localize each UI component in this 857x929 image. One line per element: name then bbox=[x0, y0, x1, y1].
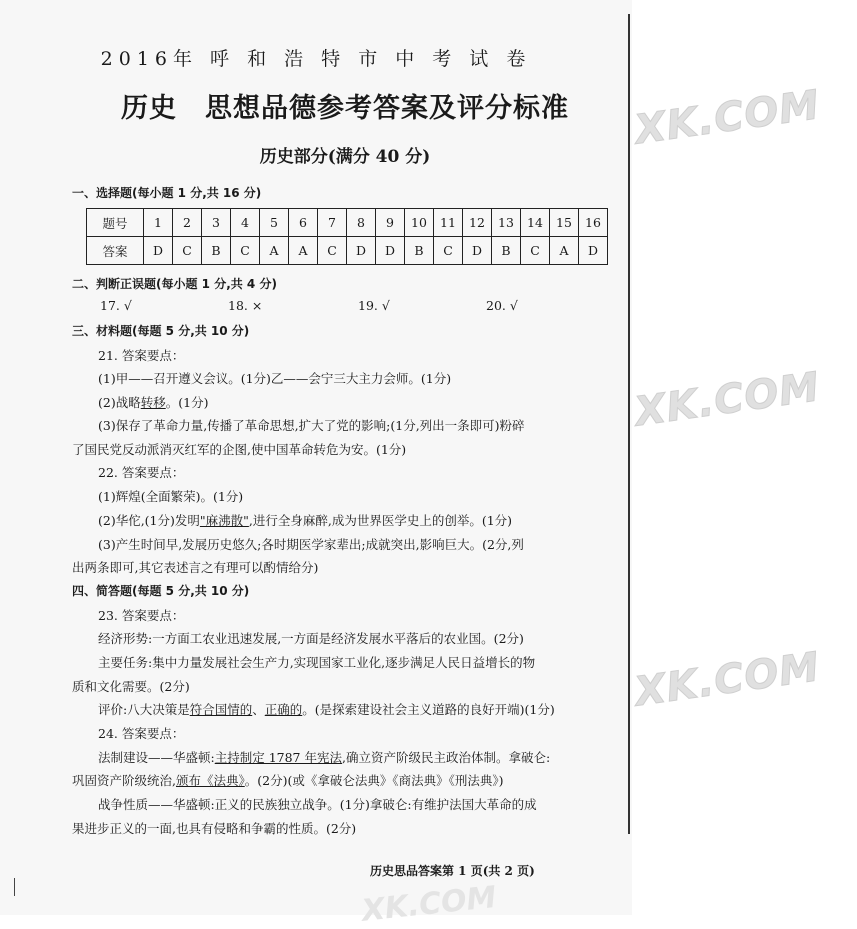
page-footer: 历史思品答案第 1 页(共 2 页) bbox=[370, 864, 535, 878]
section2-heading: 二、判断正误题(每小题 1 分,共 4 分) bbox=[72, 277, 277, 291]
question-number: 14 bbox=[521, 209, 550, 237]
q24-war-cont: 果进步正义的一面,也具有侵略和争霸的性质。(2分) bbox=[72, 821, 357, 836]
answer-table bbox=[86, 208, 608, 265]
q21-p2-score: 。(1分) bbox=[165, 395, 209, 410]
q24-war: 战争性质——华盛顿:正义的民族独立战争。(1分)拿破仑:有维护法国大革命的成 bbox=[98, 797, 537, 812]
answer-cell: A bbox=[289, 237, 318, 265]
q24-law-cont bbox=[72, 771, 503, 789]
table-row-numbers bbox=[87, 209, 608, 237]
q23-evaluation bbox=[98, 700, 555, 718]
q23-economy: 经济形势:一方面工农业迅速发展,一方面是经济发展水平落后的农业国。(2分) bbox=[98, 631, 524, 646]
question-number: 6 bbox=[289, 209, 318, 237]
document-title: 历史 思想品德参考答案及评分标准 bbox=[121, 93, 569, 124]
question-number: 9 bbox=[376, 209, 405, 237]
q24-law-text: 法制建设——华盛顿: bbox=[98, 750, 215, 765]
q21-point-1: (1)甲——召开遵义会议。(1分)乙——会宁三大主力会师。(1分) bbox=[98, 371, 452, 386]
q23-eval-text: 评价:八大决策是 bbox=[98, 702, 190, 717]
watermark-lower: XK.COM bbox=[632, 644, 823, 716]
answer-cell: C bbox=[434, 237, 463, 265]
q23-eval-keyword-2: 正确的 bbox=[264, 702, 303, 717]
q24-law2-rest: 。(2分)(或《拿破仑法典》《商法典》《刑法典》) bbox=[244, 773, 504, 788]
question-number: 2 bbox=[173, 209, 202, 237]
q22-label: 22. 答案要点： bbox=[98, 465, 185, 480]
q22-point-2 bbox=[98, 511, 512, 529]
q22-p2-text: (2)华佗,(1分)发明 bbox=[98, 513, 200, 528]
q23-task-cont: 质和文化需要。(2分) bbox=[72, 679, 190, 694]
q23-eval-rest: 。(是探索建设社会主义道路的良好开端)(1分) bbox=[302, 702, 555, 717]
judge-answer-19: 19. √ bbox=[358, 298, 390, 313]
question-number: 5 bbox=[260, 209, 289, 237]
q23-label: 23. 答案要点： bbox=[98, 608, 185, 623]
section4-heading: 四、简答题(每题 5 分,共 10 分) bbox=[72, 584, 250, 598]
q21-point-3: (3)保存了革命力量,传播了革命思想,扩大了党的影响;(1分,列出一条即可)粉碎 bbox=[98, 418, 525, 433]
answer-cell: D bbox=[463, 237, 492, 265]
answer-cell: C bbox=[173, 237, 202, 265]
q22-p2-keyword: "麻沸散" bbox=[199, 513, 249, 528]
q23-task: 主要任务:集中力量发展社会生产力,实现国家工业化,逐步满足人民日益增长的物 bbox=[98, 655, 536, 670]
answer-cell: D bbox=[347, 237, 376, 265]
q24-law2-text: 巩固资产阶级统治, bbox=[72, 773, 176, 788]
question-number: 13 bbox=[492, 209, 521, 237]
q24-law bbox=[98, 748, 550, 766]
section3-heading: 三、材料题(每题 5 分,共 10 分) bbox=[72, 324, 250, 338]
answer-cell: B bbox=[492, 237, 521, 265]
q24-label: 24. 答案要点： bbox=[98, 726, 185, 741]
q22-point-3-cont: 出两条即可,其它表述言之有理可以酌情给分) bbox=[72, 560, 319, 575]
q23-eval-keyword-1: 符合国情的 bbox=[189, 702, 253, 717]
judge-answer-20: 20. √ bbox=[486, 298, 518, 313]
question-number: 3 bbox=[202, 209, 231, 237]
table-row-answers bbox=[87, 237, 608, 265]
q21-p2-text: (2)战略 bbox=[98, 395, 141, 410]
answer-cell: C bbox=[521, 237, 550, 265]
q22-p2-rest: ,进行全身麻醉,成为世界医学史上的创举。(1分) bbox=[248, 513, 513, 528]
question-number: 4 bbox=[231, 209, 260, 237]
watermark-middle: XK.COM bbox=[632, 364, 823, 436]
answer-cell: D bbox=[579, 237, 608, 265]
q21-point-2 bbox=[98, 393, 208, 411]
answer-cell: B bbox=[405, 237, 434, 265]
q24-law-rest: ,确立资产阶级民主政治体制。拿破仑: bbox=[341, 750, 551, 765]
answer-cell: A bbox=[260, 237, 289, 265]
q23-eval-sep: 、 bbox=[252, 702, 265, 717]
answer-cell: D bbox=[376, 237, 405, 265]
exam-title: 2016年 呼 和 浩 特 市 中 考 试 卷 bbox=[100, 48, 532, 70]
answer-cell: C bbox=[231, 237, 260, 265]
margin-mark bbox=[14, 878, 15, 896]
page-edge-line bbox=[628, 14, 630, 834]
question-number: 16 bbox=[579, 209, 608, 237]
q21-point-3-cont: 了国民党反动派消灭红军的企图,使中国革命转危为安。(1分) bbox=[72, 442, 407, 457]
watermark-bottom: XK.COM bbox=[360, 879, 499, 929]
answer-cell: C bbox=[318, 237, 347, 265]
watermark-top: XK.COM bbox=[632, 82, 823, 154]
question-number: 8 bbox=[347, 209, 376, 237]
judge-answer-18: 18. × bbox=[228, 298, 263, 313]
question-number: 12 bbox=[463, 209, 492, 237]
question-number: 11 bbox=[434, 209, 463, 237]
q21-label: 21. 答案要点： bbox=[98, 348, 185, 363]
answer-cell: D bbox=[144, 237, 173, 265]
q24-law-keyword: 主持制定 1787 年宪法 bbox=[214, 750, 342, 765]
q24-law2-keyword: 颁布《法典》 bbox=[175, 773, 245, 788]
section-title: 历史部分(满分 40 分) bbox=[259, 147, 431, 167]
q21-p2-keyword: 转移 bbox=[140, 395, 166, 410]
row-label-number: 题号 bbox=[87, 209, 144, 237]
question-number: 10 bbox=[405, 209, 434, 237]
section1-heading: 一、选择题(每小题 1 分,共 16 分) bbox=[72, 186, 262, 200]
answer-cell: A bbox=[550, 237, 579, 265]
row-label-answer: 答案 bbox=[87, 237, 144, 265]
judge-answer-17: 17. √ bbox=[100, 298, 132, 313]
q22-point-3: (3)产生时间早,发展历史悠久;各时期医学家辈出;成就突出,影响巨大。(2分,列 bbox=[98, 537, 524, 552]
question-number: 1 bbox=[144, 209, 173, 237]
question-number: 15 bbox=[550, 209, 579, 237]
answer-cell: B bbox=[202, 237, 231, 265]
question-number: 7 bbox=[318, 209, 347, 237]
q22-point-1: (1)辉煌(全面繁荣)。(1分) bbox=[98, 489, 244, 504]
